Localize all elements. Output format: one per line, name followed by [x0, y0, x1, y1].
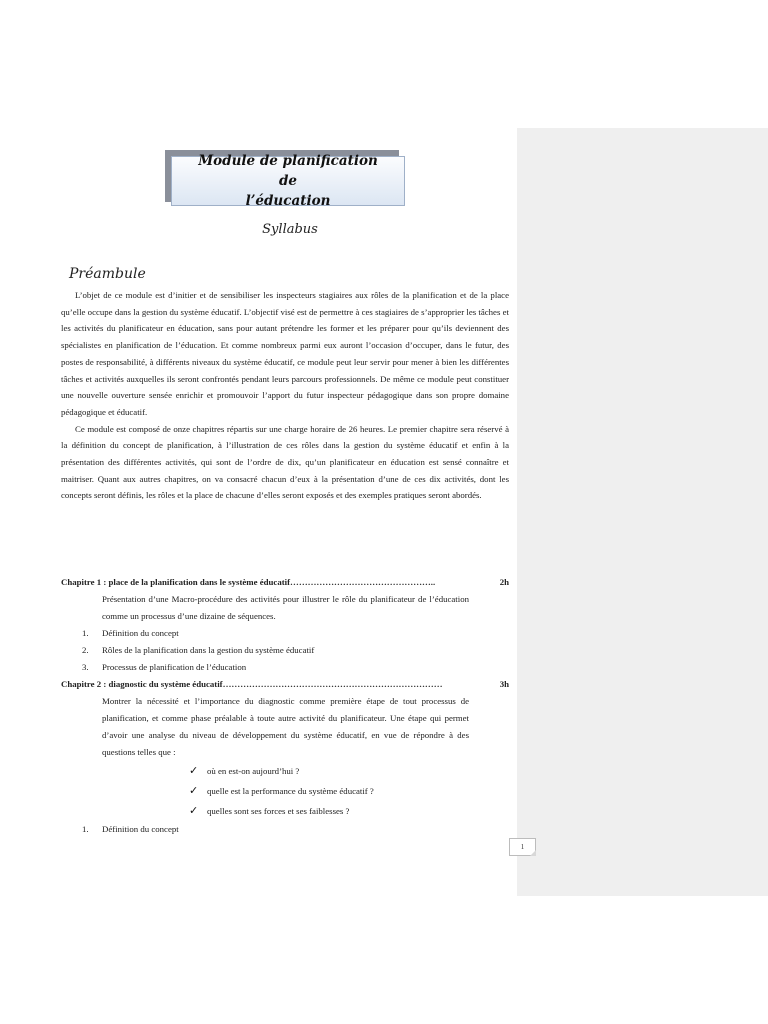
checkmark-icon: ✓ [189, 765, 199, 777]
checklist-item [189, 781, 509, 801]
chapter-hours: 3h [499, 679, 509, 689]
list-item [61, 821, 509, 838]
checkmark-icon: ✓ [189, 805, 199, 817]
title-line-1: Module de planification de [198, 153, 378, 189]
preamble-paragraph-1: L’objet de ce module est d’initier et de sensibiliser les inspecteurs stagiaires aux rôles de la planification et de la place qu’elle occupe dans la gestion du système éducatif. L’objectif visé est de permettre à ces stagiaires de s’approprier les tâches et les activités du planificateur en éducation, sans pour autant prétendre les former et les préparer pour qu’ils deviennent des spécialistes en planification de l’éducation. Et comme nombreux parmi eux auront l’occasion d’occuper, dans le futur, des postes de responsabilité, à différents niveaux du système éducatif, ce module peut leur servir pour mener à bien les différentes tâches et activités auxquelles ils seront confrontés pendant leurs parcours professionnels. De même ce module peut constituer une nouvelle ouverture sensée enrichir et promouvoir l’apport du futur inspecteur pédagogique dans son propre domaine pédagogique et éducatif. [61, 290, 509, 417]
comment-pane [517, 128, 768, 896]
checklist-text: quelles sont ses forces et ses faiblesses ? [207, 806, 350, 816]
preamble-paragraph-2: Ce module est composé de onze chapitres répartis sur une charge horaire de 26 heures. Le premier chapitre sera réservé à la définition du concept de planification, à l’illustration de ces rôles dans la gestion du système éducatif et enfin à la présentation des différentes activités, qui sont de l’ordre de dix, qu’un planificateur en éducation est sensé connaître et maitriser. Quant aux autres chapitres, on va consacré chacun d’eux à la présentation d’une de ces dix activités, dont les concepts seront définis, les rôles et la place de chacune d’elles seront exposés et des exemples pratiques seront abordés. [61, 423, 509, 501]
list-text: Définition du concept [102, 628, 179, 638]
chapter-description: Présentation d’une Macro-procédure des activités pour illustrer le rôle du planificateur de l’éducation comme un processus d’une dizaine de séquences. [102, 594, 469, 621]
chapter-title: Chapitre 2 : diagnostic du système éducatif………………………………………………………………… [61, 679, 443, 689]
list-text: Rôles de la planification dans la gestion du système éducatif [102, 645, 315, 655]
subtitle: Syllabus [262, 222, 318, 237]
preamble-body [61, 287, 509, 504]
list-text: Définition du concept [102, 824, 179, 834]
checklist-item [189, 761, 509, 781]
list-item [61, 659, 509, 676]
list-number: 2. [82, 645, 89, 655]
document-title [193, 151, 383, 211]
chapter-heading [61, 676, 509, 693]
list-text: Processus de planification de l’éducation [102, 662, 247, 672]
title-line-2: l’éducation [245, 193, 331, 209]
list-number: 1. [82, 824, 89, 834]
page-number: 1 [509, 838, 536, 856]
list-number: 1. [82, 628, 89, 638]
chapter-heading [61, 574, 509, 591]
title-box [171, 153, 405, 209]
chapter-list [61, 574, 509, 838]
chapter-title: Chapitre 1 : place de la planification dans le système éducatif………………………………………….. [61, 577, 436, 587]
list-number: 3. [82, 662, 89, 672]
checklist-text: quelle est la performance du système éducatif ? [207, 786, 374, 796]
checklist-item [189, 801, 509, 821]
checklist-text: où en est-on aujourd’hui ? [207, 766, 300, 776]
chapter-description: Montrer la nécessité et l’importance du diagnostic comme première étape de tout processus de planification, et comme phase préalable à toute autre activité du planificateur. Une étape qui permet d’avoir une analyse du niveau de développement du système éducatif, en vue de répondre à des questions telles que : [102, 696, 469, 757]
list-item [61, 642, 509, 659]
preamble-heading: Préambule [69, 266, 146, 282]
list-item [61, 625, 509, 642]
chapter-hours: 2h [499, 577, 509, 587]
checkmark-icon: ✓ [189, 785, 199, 797]
